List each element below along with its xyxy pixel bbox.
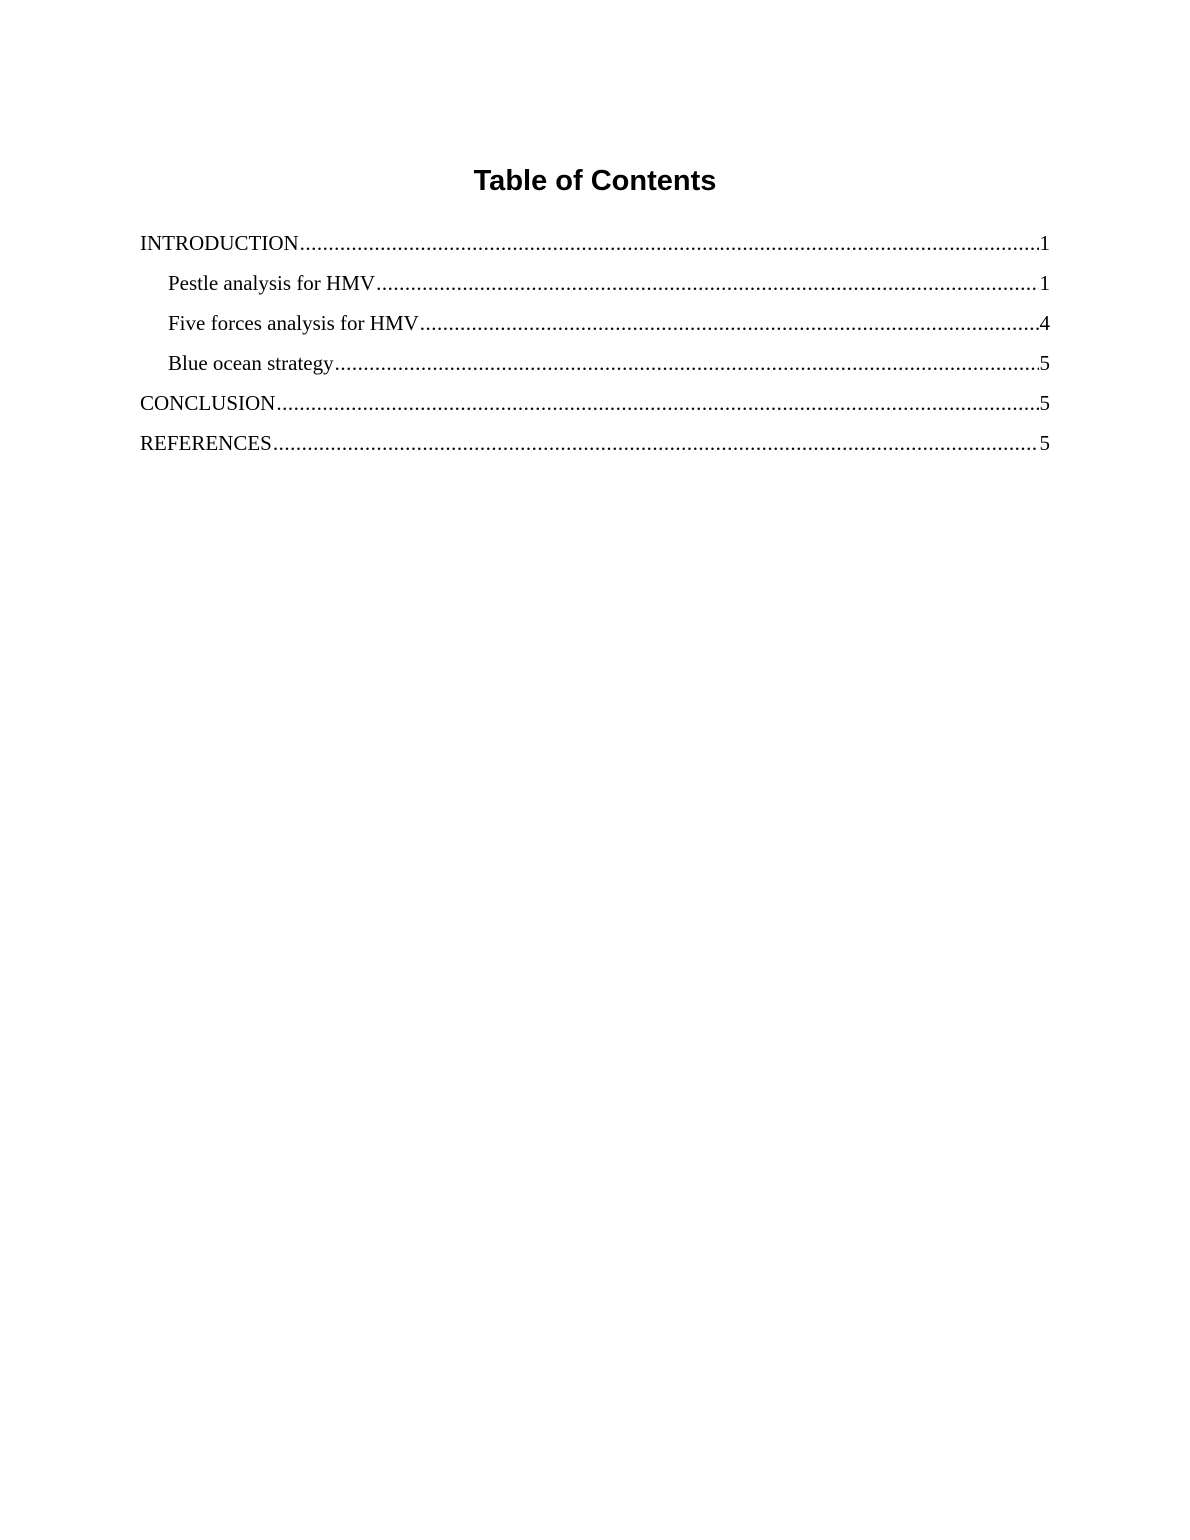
toc-dot-leader — [273, 426, 1039, 460]
toc-list — [140, 226, 1050, 466]
toc-entry-page: 5 — [1039, 431, 1050, 455]
toc-entry-page: 5 — [1039, 351, 1050, 375]
toc-entry-pestle-analysis[interactable] — [140, 266, 1050, 306]
toc-dot-leader — [335, 346, 1039, 380]
toc-entry-label: Pestle analysis for HMV — [168, 271, 376, 295]
toc-title: Table of Contents — [473, 165, 717, 197]
toc-entry-page: 4 — [1039, 311, 1050, 335]
toc-entry-page: 1 — [1039, 231, 1050, 255]
toc-dot-leader — [276, 386, 1038, 420]
toc-entry-label: Blue ocean strategy — [168, 351, 334, 375]
toc-entry-page: 5 — [1039, 391, 1050, 415]
toc-entry-references[interactable] — [140, 426, 1050, 466]
toc-dot-leader — [420, 306, 1039, 340]
toc-entry-five-forces-analysis[interactable] — [140, 306, 1050, 346]
toc-entry-conclusion[interactable] — [140, 386, 1050, 426]
toc-entry-label: Five forces analysis for HMV — [168, 311, 419, 335]
toc-dot-leader — [300, 226, 1039, 260]
toc-entry-label: REFERENCES — [140, 431, 272, 455]
toc-dot-leader — [376, 266, 1038, 300]
toc-entry-label: INTRODUCTION — [140, 231, 299, 255]
toc-entry-introduction[interactable] — [140, 226, 1050, 266]
toc-entry-blue-ocean-strategy[interactable] — [140, 346, 1050, 386]
toc-entry-label: CONCLUSION — [140, 391, 276, 415]
toc-entry-page: 1 — [1039, 271, 1050, 295]
